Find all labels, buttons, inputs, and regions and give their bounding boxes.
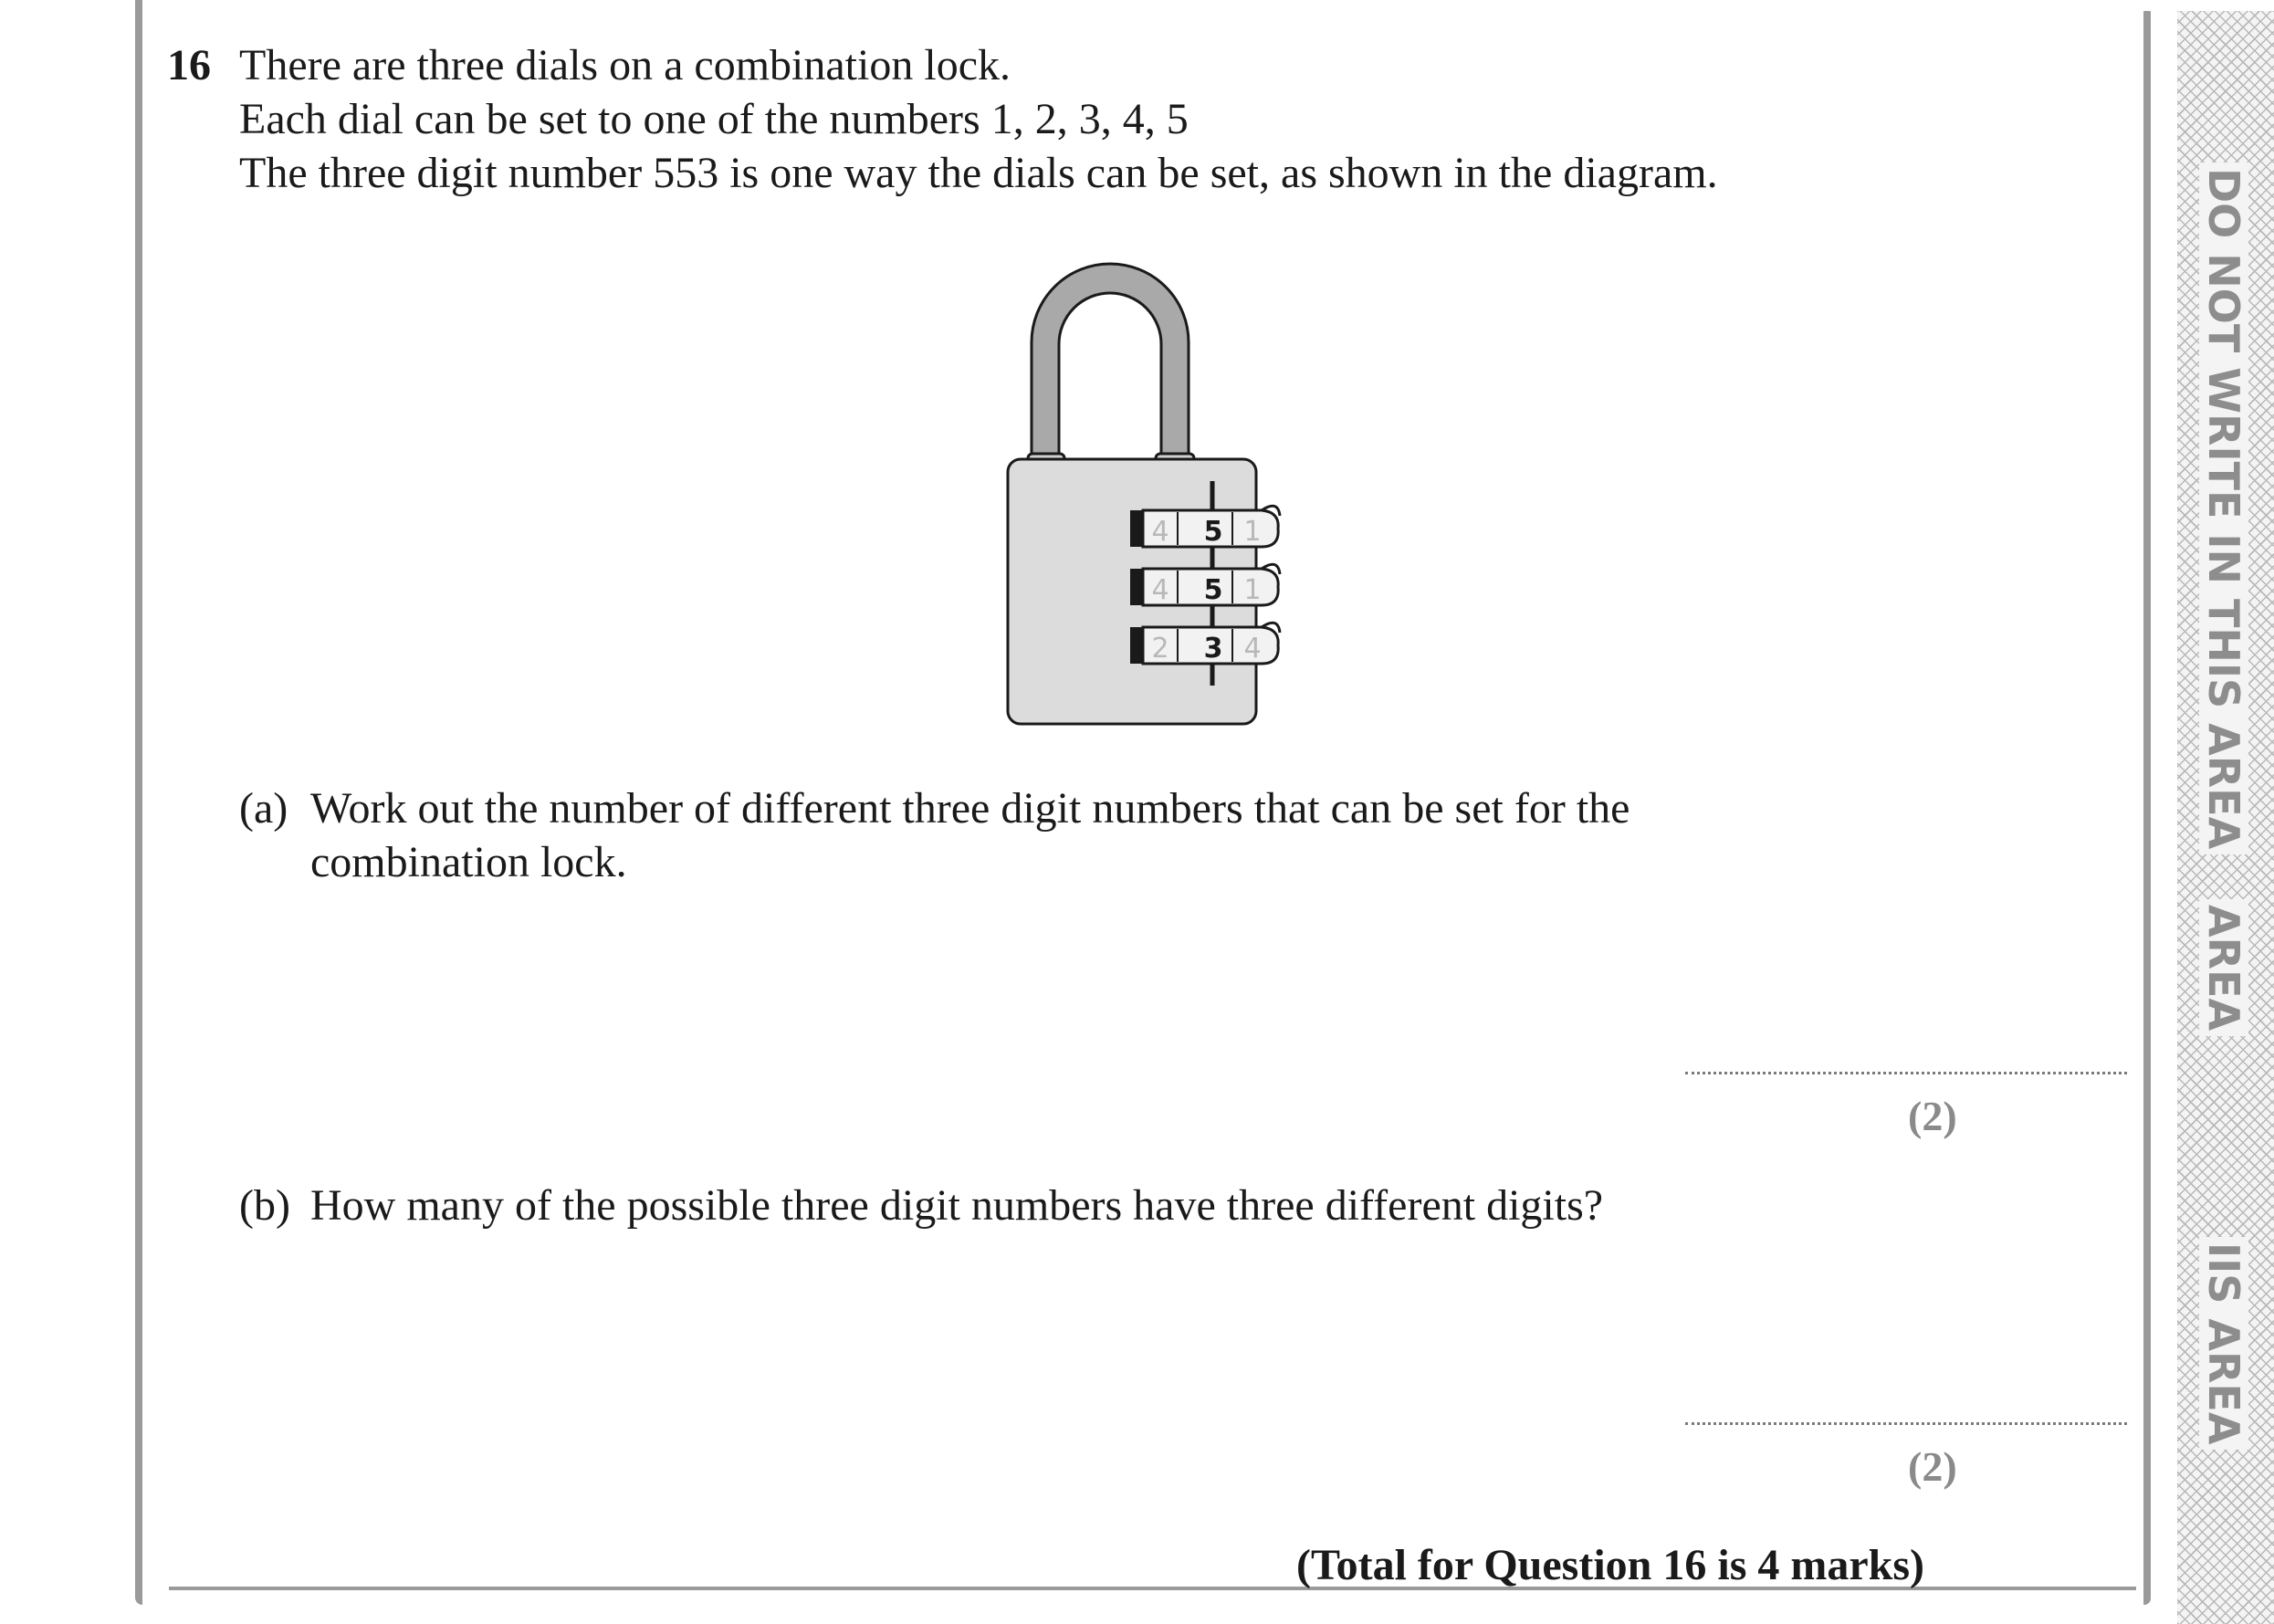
part-b-text: How many of the possible three digit numbers have three different digits? <box>310 1181 1604 1230</box>
dial-1-left-digit: 4 <box>1151 516 1169 548</box>
question-number: 16 <box>167 41 211 89</box>
page-frame-right <box>2143 11 2151 1605</box>
part-b-marks: (2) <box>1908 1443 1957 1490</box>
dial-2-right-digit: 1 <box>1243 574 1262 606</box>
question-total-marks: (Total for Question 16 is 4 marks) <box>1296 1541 1925 1589</box>
dial-1 <box>1130 506 1280 548</box>
dial-3-right-digit: 4 <box>1243 633 1262 665</box>
part-a-text-line-1: Work out the number of different three digit numbers that can be set for the <box>310 784 1630 833</box>
dial-3-center-digit: 3 <box>1203 633 1223 665</box>
part-a-text-line-2: combination lock. <box>310 838 627 886</box>
part-b-answer-line[interactable] <box>1685 1422 2127 1425</box>
dial-2-left-digit: 4 <box>1151 574 1169 606</box>
lock-shackle <box>1032 264 1189 461</box>
part-a-label: (a) <box>239 784 288 833</box>
dial-2 <box>1130 564 1280 606</box>
margin-warning-text-partial: AREA <box>2199 899 2248 1036</box>
combination-lock-diagram <box>995 242 1305 735</box>
question-line-2: Each dial can be set to one of the numbers 1, 2, 3, 4, 5 <box>239 95 1189 143</box>
question-line-1: There are three dials on a combination lock. <box>239 41 1011 89</box>
dial-3 <box>1130 623 1280 665</box>
dial-1-right-digit: 1 <box>1243 516 1262 548</box>
margin-warning-text: DO NOT WRITE IN THIS AREA <box>2199 162 2248 854</box>
question-line-3: The three digit number 553 is one way the dials can be set, as shown in the diagram. <box>239 149 1718 197</box>
part-b-label: (b) <box>239 1181 290 1230</box>
margin-warning-text-partial-lower: IIS AREA <box>2199 1237 2248 1450</box>
dial-2-center-digit: 5 <box>1203 574 1223 606</box>
page-frame-left <box>135 0 142 1605</box>
part-a-answer-line[interactable] <box>1685 1072 2127 1074</box>
dial-1-center-digit: 5 <box>1203 516 1223 548</box>
part-a-marks: (2) <box>1908 1093 1957 1139</box>
dial-3-left-digit: 2 <box>1151 633 1169 665</box>
